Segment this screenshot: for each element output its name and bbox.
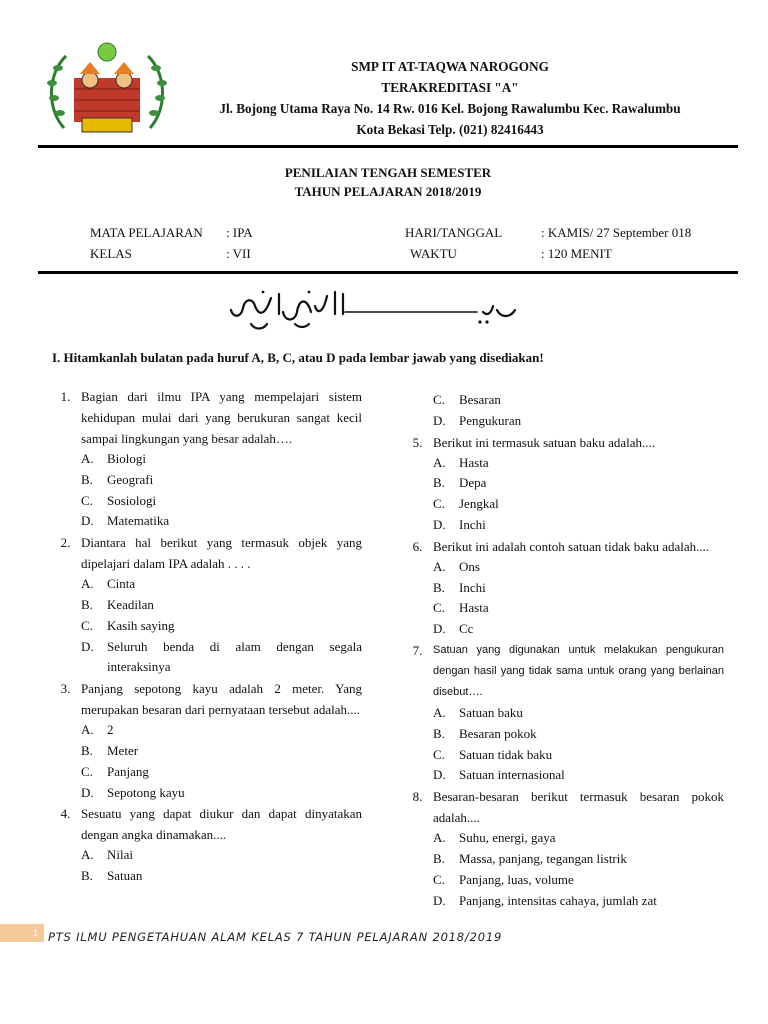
exam-year: TAHUN PELAJARAN 2018/2019: [294, 184, 482, 199]
option-c: C. Satuan tidak baku: [433, 746, 553, 762]
question-text: Berikut ini adalah contoh satuan tidak baku adalah....: [433, 538, 710, 554]
question-number: 7.: [412, 642, 423, 658]
option-d: D. Panjang, intensitas cahaya, jumlah zat: [433, 892, 657, 908]
question-number: 1.: [60, 389, 71, 404]
question-number: 6.: [412, 538, 423, 554]
question-number: 8.: [412, 789, 423, 805]
school-accreditation: TERAKREDITASI "A": [381, 80, 519, 95]
date-value: : KAMIS/ 27 September 018: [541, 225, 692, 240]
subject-label: MATA PELAJARAN: [90, 225, 203, 240]
option-b: B. Satuan: [81, 868, 143, 884]
option-d: D. Matematika: [81, 513, 170, 529]
class-value: : VII: [226, 246, 251, 261]
time-label: WAKTU: [410, 246, 457, 261]
info-divider: [38, 271, 738, 274]
school-address: Jl. Bojong Utama Raya No. 14 Rw. 016 Kel. Bojong Rawalumbu Kec. Rawalumbu: [219, 101, 681, 116]
questions-left-column: [50, 386, 362, 887]
question-1: [50, 386, 362, 449]
question-number: 3.: [60, 681, 71, 697]
option-c: C. Kasih saying: [81, 617, 175, 633]
option-d: D. Seluruh benda di alam dengan segala interaksinya: [81, 638, 362, 675]
option-a: A. Ons: [433, 558, 480, 574]
option-b: B. Inchi: [433, 579, 486, 595]
option-a: A. Satuan baku: [433, 704, 523, 720]
option-a: A. Biologi: [81, 451, 147, 466]
class-label: KELAS: [90, 246, 132, 261]
option-d: D. Pengukuran: [433, 412, 522, 428]
option-c: C. Jengkal: [433, 496, 499, 512]
option-b: B. Geografi: [81, 471, 154, 487]
exam-title: PENILAIAN TENGAH SEMESTER: [284, 165, 492, 180]
question-7: [402, 640, 724, 703]
question-number: 2.: [60, 535, 71, 551]
subject-value: : IPA: [226, 225, 253, 240]
option-c: C. Panjang, luas, volume: [433, 871, 574, 887]
question-text: Satuan yang digunakan untuk melakukan pengukuran dengan hasil yang tidak sama untuk orang yang berlainan disebut….: [433, 643, 724, 698]
option-b: B. Besaran pokok: [433, 725, 537, 741]
option-b: B. Massa, panjang, tegangan listrik: [433, 850, 627, 866]
option-c: C. Hasta: [433, 600, 489, 616]
option-d: D. Sepotong kayu: [81, 784, 185, 800]
question-5: [402, 432, 724, 453]
question-text: Panjang sepotong kayu adalah 2 meter. Yang merupakan besaran dari pernyataan tersebut adalah....: [81, 681, 362, 718]
school-city-phone: Kota Bekasi Telp. (021) 82416443: [356, 122, 544, 137]
option-a: A. Nilai: [81, 847, 133, 863]
option-b: B. Meter: [81, 742, 139, 758]
date-label: HARI/TANGGAL: [405, 225, 503, 240]
question-number: 4.: [60, 806, 71, 822]
instruction: I. Hitamkanlah bulatan pada huruf A, B, C, atau D pada lembar jawab yang disediakan!: [52, 350, 544, 365]
option-d: D. Inchi: [433, 516, 486, 532]
question-text: Berikut ini termasuk satuan baku adalah....: [433, 434, 656, 450]
footer-text: PTS ILMU PENGETAHUAN ALAM KELAS 7 TAHUN PELAJARAN 2018/2019: [48, 930, 503, 944]
option-a: A. Cinta: [81, 576, 136, 592]
page-number: 1: [0, 924, 44, 942]
option-c: C. Besaran: [433, 392, 501, 407]
option-a: A. 2: [81, 722, 114, 738]
questions-right-column: [402, 390, 724, 911]
question-text: Bagian dari ilmu IPA yang mempelajari sistem kehidupan mulai dari yang berukuran sangat kecil sampai lingkungan yang besar adalah….: [81, 389, 362, 446]
time-value: : 120 MENIT: [541, 246, 612, 261]
option-a: A. Hasta: [433, 454, 489, 470]
question-8: [402, 786, 724, 828]
option-a: A. Suhu, energi, gaya: [433, 830, 556, 846]
school-name: SMP IT AT-TAQWA NAROGONG: [351, 59, 549, 74]
school-logo: [44, 38, 170, 138]
bismillah-calligraphy: [225, 284, 535, 334]
option-b: B. Keadilan: [81, 596, 154, 612]
question-4: [50, 803, 362, 845]
question-text: Besaran-besaran berikut termasuk besaran pokok adalah....: [433, 789, 724, 826]
question-number: 5.: [412, 434, 423, 450]
question-6: [402, 536, 724, 557]
question-2: [50, 532, 362, 574]
question-3: [50, 678, 362, 720]
header-divider: [38, 145, 738, 148]
option-d: D. Cc: [433, 621, 474, 637]
option-b: B. Depa: [433, 475, 487, 491]
option-c: C. Sosiologi: [81, 492, 157, 508]
question-text: Sesuatu yang dapat diukur dan dapat dinyatakan dengan angka dinamakan....: [81, 806, 362, 843]
question-text: Diantara hal berikut yang termasuk objek yang dipelajari dalam IPA adalah . . . .: [81, 535, 362, 572]
option-d: D. Satuan internasional: [433, 767, 565, 783]
option-c: C. Panjang: [81, 763, 149, 779]
